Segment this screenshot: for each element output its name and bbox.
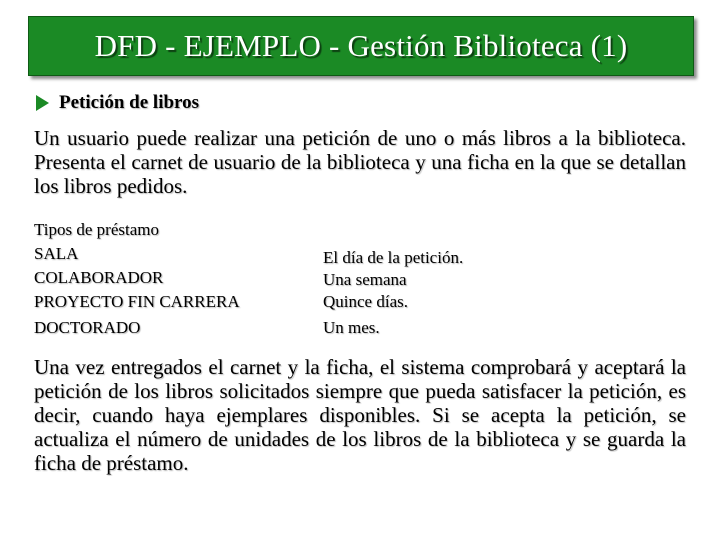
loan-type-duration: Una semana <box>323 270 407 289</box>
loan-type-name: SALA <box>34 244 79 263</box>
loan-type-name: DOCTORADO <box>34 318 141 337</box>
loan-type-duration: Un mes. <box>323 318 380 337</box>
loan-type-name: PROYECTO FIN CARRERA <box>34 292 240 311</box>
title-banner <box>28 16 694 76</box>
loan-types-header: Tipos de préstamo <box>34 220 159 239</box>
bullet-label: Petición de libros <box>59 92 200 113</box>
arrow-bullet-icon <box>36 95 49 111</box>
loan-type-duration: Quince días. <box>323 292 408 311</box>
loan-type-duration: El día de la petición. <box>323 248 464 267</box>
bullet-item <box>36 92 199 114</box>
loan-type-name: COLABORADOR <box>34 268 164 287</box>
acceptance-process-paragraph: Una vez entregados el carnet y la ficha, el sistema comprobará y aceptará la petición de los libros solicitados siempre que pueda satisfacer la petición, es decir, cuando haya ejemplares disponibles. Si se acepta la petición, se actualiza el número de unidades de los libros de la biblioteca y se guarda la ficha de préstamo. <box>34 355 686 475</box>
request-description-paragraph: Un usuario puede realizar una petición de uno o más libros a la biblioteca. Presenta el carnet de usuario de la biblioteca y una ficha en la que se detallan los libros pedidos. <box>34 126 686 198</box>
page-title: DFD - EJEMPLO - Gestión Biblioteca (1) <box>94 28 628 63</box>
